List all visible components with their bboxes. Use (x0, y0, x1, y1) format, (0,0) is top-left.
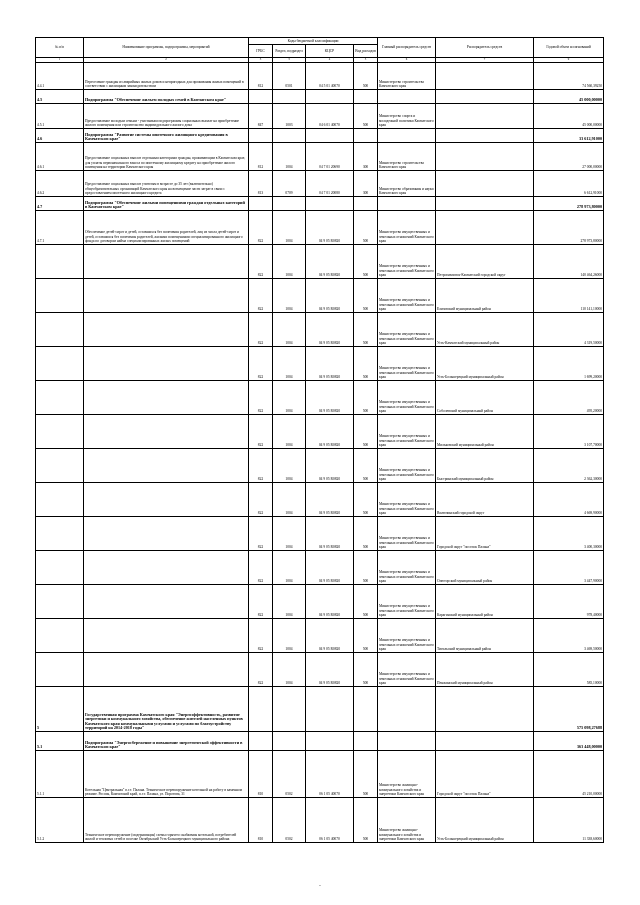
row-grbs (249, 89, 273, 103)
row-number: 5.1 (36, 731, 84, 750)
row-grbs: 822 (249, 618, 273, 652)
row-amount: 110 141,10000 (534, 278, 604, 312)
index-cell: 7 (436, 58, 534, 63)
row-name (84, 380, 249, 414)
row-kvr: 500 (354, 750, 378, 797)
table-row (36, 618, 604, 652)
row-grbs: 822 (249, 210, 273, 244)
table-row (36, 142, 604, 170)
index-cell: 3 (249, 58, 273, 63)
row-section (273, 731, 306, 750)
row-recipient: Соболевский муниципальный район (436, 380, 534, 414)
row-kcsr: 06 1 05 40070 (306, 797, 354, 842)
row-kvr: 500 (354, 482, 378, 516)
row-recipient (436, 103, 534, 128)
row-grbs (249, 686, 273, 731)
budget-table (35, 37, 604, 843)
row-admin: Министерство строительства Камчатского края (378, 62, 436, 89)
table-row (36, 482, 604, 516)
row-number: 4.6.2 (36, 170, 84, 196)
row-amount: 3 469,50000 (534, 618, 604, 652)
row-section (273, 196, 306, 210)
row-name (84, 482, 249, 516)
row-grbs: 822 (249, 414, 273, 448)
row-recipient (436, 731, 534, 750)
row-kvr: 500 (354, 62, 378, 89)
row-kcsr: 04 9 05 R0820 (306, 584, 354, 618)
row-kvr: 500 (354, 103, 378, 128)
row-admin (378, 731, 436, 750)
row-admin (378, 128, 436, 142)
table-row (36, 516, 604, 550)
row-amount: 278 973,80000 (534, 210, 604, 244)
row-kvr: 500 (354, 448, 378, 482)
table-row (36, 750, 604, 797)
row-amount: 27 000,00000 (534, 142, 604, 170)
row-recipient: Городской округ "поселок Палана" (436, 750, 534, 797)
row-kvr: 500 (354, 797, 378, 842)
row-kcsr (306, 731, 354, 750)
row-admin: Министерство имущественных и земельных отношений Камчатского края (378, 482, 436, 516)
row-kcsr: 04 9 05 R0820 (306, 414, 354, 448)
row-section: 0502 (273, 750, 306, 797)
row-section: 1004 (273, 516, 306, 550)
row-kcsr: 04 9 05 R0820 (306, 210, 354, 244)
row-section: 0502 (273, 797, 306, 842)
row-recipient: Усть-Большерецкий муниципальный район (436, 346, 534, 380)
row-grbs: 822 (249, 482, 273, 516)
row-grbs: 822 (249, 584, 273, 618)
row-number (36, 584, 84, 618)
row-number: 4.7.1 (36, 210, 84, 244)
table-row (36, 448, 604, 482)
row-name (84, 550, 249, 584)
row-recipient: Тигильский муниципальный район (436, 618, 534, 652)
row-kcsr: 04 6 01 40070 (306, 103, 354, 128)
row-admin: Министерство имущественных и земельных отношений Камчатского края (378, 584, 436, 618)
row-amount: 978,40000 (534, 584, 604, 618)
header-section: Раздел, подраздел (273, 45, 306, 58)
row-recipient: Олюторский муниципальный район (436, 550, 534, 584)
row-number (36, 652, 84, 686)
row-name: Подпрограмма "Обеспечение жильем молодых семей в Камчатском крае" (84, 89, 249, 103)
row-amount: 363 448,00000 (534, 731, 604, 750)
row-admin (378, 196, 436, 210)
row-admin: Министерство имущественных и земельных отношений Камчатского края (378, 414, 436, 448)
row-amount: 575 098,27688 (534, 686, 604, 731)
row-kvr: 500 (354, 618, 378, 652)
row-number: 4.5 (36, 89, 84, 103)
row-recipient (436, 170, 534, 196)
table-row (36, 312, 604, 346)
row-amount: 1 699,20000 (534, 346, 604, 380)
row-amount: 45 210,00000 (534, 750, 604, 797)
table-row (36, 346, 604, 380)
row-kvr (354, 128, 378, 142)
row-name (84, 278, 249, 312)
row-number (36, 618, 84, 652)
index-cell: 3 (273, 58, 306, 63)
row-number: 5 (36, 686, 84, 731)
header-grbs: ГРБС (249, 45, 273, 58)
header-name: Наименование программы, подпрограммы, мероприятий (84, 38, 249, 58)
row-section: 1004 (273, 312, 306, 346)
row-grbs: 822 (249, 550, 273, 584)
page-footer-mark: - (319, 884, 321, 889)
row-name (84, 346, 249, 380)
row-recipient: Елизовский муниципальный район (436, 278, 534, 312)
row-number: 4.6.1 (36, 142, 84, 170)
row-recipient (436, 686, 534, 731)
row-kvr: 500 (354, 210, 378, 244)
header-kvr: Вид расходов (354, 45, 378, 58)
row-admin: Министерство строительства Камчатского края (378, 142, 436, 170)
row-name: Переселение граждан из аварийных жилых домов и непригодных для проживания жилых помещений в соответствии с жилищным законодательством (84, 62, 249, 89)
row-grbs (249, 128, 273, 142)
row-kvr: 500 (354, 244, 378, 278)
row-admin: Министерство имущественных и земельных отношений Камчатского края (378, 312, 436, 346)
row-kvr: 500 (354, 584, 378, 618)
row-section: 1004 (273, 244, 306, 278)
row-name (84, 244, 249, 278)
row-grbs (249, 196, 273, 210)
row-section: 1004 (273, 618, 306, 652)
row-admin (378, 686, 436, 731)
row-section: 1004 (273, 414, 306, 448)
row-kcsr (306, 686, 354, 731)
subprogram-row (36, 196, 604, 210)
table-row (36, 797, 604, 842)
row-section: 1004 (273, 448, 306, 482)
table-row (36, 244, 604, 278)
row-recipient (436, 89, 534, 103)
row-section: 1004 (273, 210, 306, 244)
row-kvr (354, 196, 378, 210)
row-section: 1004 (273, 584, 306, 618)
row-number (36, 380, 84, 414)
row-number: 5.1.1 (36, 750, 84, 797)
index-cell: 9 (534, 58, 604, 63)
row-section: 1004 (273, 380, 306, 414)
row-kvr (354, 89, 378, 103)
row-name (84, 652, 249, 686)
row-amount: 495,20000 (534, 380, 604, 414)
row-amount: 33 612,91000 (534, 128, 604, 142)
row-kcsr (306, 128, 354, 142)
row-kcsr: 04 9 05 R0820 (306, 618, 354, 652)
row-recipient (436, 210, 534, 244)
row-kcsr: 04 7 01 20080 (306, 170, 354, 196)
row-admin: Министерство спорта и молодежной политики Камчатского края (378, 103, 436, 128)
row-name: Котельная "Центральная" п.г.т. Палана. Техническое перевооружение котельной на работу в каменном режиме. Россия, Камчатский край, п.г.т. Палана, ул. Поротова, 31 (84, 750, 249, 797)
row-admin: Министерство имущественных и земельных отношений Камчатского края (378, 516, 436, 550)
table-row (36, 380, 604, 414)
row-kcsr: 04 9 05 R0820 (306, 448, 354, 482)
row-section: 0709 (273, 170, 306, 196)
row-kvr: 500 (354, 380, 378, 414)
header-recipient: Распорядитель средств (436, 38, 534, 58)
row-name (84, 618, 249, 652)
subprogram-row (36, 686, 604, 731)
row-recipient: Усть-Большерецкий муниципальный район (436, 797, 534, 842)
row-amount: 3 107,70000 (534, 414, 604, 448)
header-admin: Главный распорядитель средств (378, 38, 436, 58)
row-name (84, 516, 249, 550)
row-name (84, 312, 249, 346)
row-number: 4.5.1 (36, 103, 84, 128)
row-number (36, 244, 84, 278)
row-kcsr: 04 9 05 R0820 (306, 346, 354, 380)
row-kcsr: 04 9 05 R0820 (306, 652, 354, 686)
row-recipient: Мильковский муниципальный район (436, 414, 534, 448)
table-row (36, 210, 604, 244)
row-name: Государственная программа Камчатского края "Энергоэффективность, развитие энергетики и коммунального хозяйства, обеспечение жителей населенных пунктов Камчатского края коммунальными услугами и услугами по благоустройству территорий на 2014-2018 годы" (84, 686, 249, 731)
row-number: 4.4.1 (36, 62, 84, 89)
row-kcsr: 04 9 05 R0820 (306, 482, 354, 516)
table-row (36, 62, 604, 89)
row-recipient: Быстринский муниципальный район (436, 448, 534, 482)
table-row (36, 652, 604, 686)
row-kcsr: 04 9 05 R0820 (306, 380, 354, 414)
row-name: Предоставление социальных выплат учителям в возрасте до 35 лет (включительно) общеобразовательных организаций Камчатского края на возмещение части затрат в связи с предоставлением ипотечного жилищного кредита (84, 170, 249, 196)
row-kcsr: 04 5 01 40070 (306, 62, 354, 89)
header-kcsr: КЦСР (306, 45, 354, 58)
row-recipient: Карагинский муниципальный район (436, 584, 534, 618)
row-name (84, 414, 249, 448)
row-recipient: Усть-Камчатский муниципальный район (436, 312, 534, 346)
row-name: Обеспечение детей-сирот и детей, оставшихся без попечения родителей, лиц из числа детей-сирот и детей, оставшихся без попечения родителей, жилыми помещениями специализированного жилищного фонда по договорам найма специализированных жилых помещений (84, 210, 249, 244)
row-amount: 6 612,91000 (534, 170, 604, 196)
row-name: Техническое перевооружение (модернизация) схемы горячего снабжения котельной, потребителей жилой и тепловых сетей в поселке Октябрьский Усть-Большерецкого муниципального района (84, 797, 249, 842)
row-section: 1003 (273, 103, 306, 128)
row-admin: Министерство жилищно-коммунального хозяйства и энергетики Камчатского края (378, 750, 436, 797)
row-name: Предоставление молодым семьям - участникам подпрограммы социальных выплат на приобретение жилого помещения или строительство индивидуального жилого дома (84, 103, 249, 128)
row-section (273, 89, 306, 103)
row-recipient (436, 128, 534, 142)
row-grbs: 822 (249, 346, 273, 380)
row-kcsr (306, 89, 354, 103)
row-section: 1004 (273, 278, 306, 312)
row-grbs: 847 (249, 103, 273, 128)
row-number: 4.7 (36, 196, 84, 210)
row-kvr: 500 (354, 550, 378, 584)
index-cell: 1 (36, 58, 84, 63)
row-kvr: 500 (354, 414, 378, 448)
row-number (36, 312, 84, 346)
row-kcsr: 06 1 05 40070 (306, 750, 354, 797)
row-grbs: 812 (249, 142, 273, 170)
row-kcsr: 04 9 05 R0820 (306, 312, 354, 346)
row-admin: Министерство имущественных и земельных отношений Камчатского края (378, 346, 436, 380)
row-kvr: 500 (354, 652, 378, 686)
row-section: 1004 (273, 346, 306, 380)
row-name: Подпрограмма "Энергосбережение и повышение энергетической эффективности в Камчатском крае" (84, 731, 249, 750)
row-number (36, 414, 84, 448)
row-amount: 3 447,90000 (534, 550, 604, 584)
row-admin: Министерство имущественных и земельных отношений Камчатского края (378, 448, 436, 482)
row-recipient: Петропавловск-Камчатский городской округ (436, 244, 534, 278)
table-row (36, 550, 604, 584)
header-amount: Годовой объем ассигнований (534, 38, 604, 58)
row-admin: Министерство имущественных и земельных отношений Камчатского края (378, 550, 436, 584)
row-section: 1004 (273, 142, 306, 170)
row-amount: 2 362,30000 (534, 448, 604, 482)
row-kvr: 500 (354, 346, 378, 380)
subprogram-row (36, 128, 604, 142)
row-section: 1004 (273, 652, 306, 686)
table-row (36, 414, 604, 448)
row-grbs: 810 (249, 797, 273, 842)
row-number: 4.6 (36, 128, 84, 142)
row-kvr: 300 (354, 142, 378, 170)
row-grbs: 822 (249, 244, 273, 278)
row-grbs: 822 (249, 312, 273, 346)
row-amount: 74 560,39250 (534, 62, 604, 89)
row-amount: 4 669,90000 (534, 482, 604, 516)
table-row (36, 278, 604, 312)
row-admin: Министерство образования и науки Камчатского края (378, 170, 436, 196)
row-admin: Министерство имущественных и земельных отношений Камчатского края (378, 652, 436, 686)
index-cell: 5 (354, 58, 378, 63)
header-codes-group: Коды бюджетной классификации (249, 38, 378, 45)
row-number: 5.1.2 (36, 797, 84, 842)
row-number (36, 550, 84, 584)
row-recipient: Городской округ "поселок Палана" (436, 516, 534, 550)
row-number (36, 346, 84, 380)
row-kcsr: 04 9 05 R0820 (306, 278, 354, 312)
row-kcsr: 04 9 05 R0820 (306, 516, 354, 550)
row-admin: Министерство имущественных и земельных отношений Камчатского края (378, 618, 436, 652)
row-section: 0501 (273, 62, 306, 89)
row-admin: Министерство имущественных и земельных отношений Камчатского края (378, 278, 436, 312)
index-cell: 6 (378, 58, 436, 63)
table-header (36, 38, 604, 63)
row-recipient (436, 62, 534, 89)
row-grbs: 822 (249, 516, 273, 550)
row-number (36, 448, 84, 482)
subprogram-row (36, 731, 604, 750)
row-amount: 45 000,00000 (534, 103, 604, 128)
row-recipient (436, 142, 534, 170)
row-number (36, 278, 84, 312)
row-grbs: 822 (249, 278, 273, 312)
row-section: 1004 (273, 482, 306, 516)
row-kvr (354, 686, 378, 731)
row-kcsr: 04 9 05 R0820 (306, 244, 354, 278)
row-kvr (354, 731, 378, 750)
row-amount: 585,10000 (534, 652, 604, 686)
row-name (84, 584, 249, 618)
row-grbs: 822 (249, 652, 273, 686)
row-grbs: 812 (249, 62, 273, 89)
row-amount: 278 973,80000 (534, 196, 604, 210)
row-amount: 3 400,30000 (534, 516, 604, 550)
row-kvr: 300 (354, 170, 378, 196)
row-grbs: 813 (249, 170, 273, 196)
row-name: Подпрограмма "Обеспечение жилыми помещениями граждан отдельных категорий в Камчатском крае" (84, 196, 249, 210)
row-kcsr: 04 9 05 R0820 (306, 550, 354, 584)
index-cell: 2 (84, 58, 249, 63)
row-name: Предоставление социальных выплат отдельным категориям граждан, проживающим в Камчатском крае, для уплаты первоначального взноса по ипотечному жилищному кредиту на приобретение жилого помещения на территории Камчатского края (84, 142, 249, 170)
row-kvr: 500 (354, 312, 378, 346)
row-section: 1004 (273, 550, 306, 584)
row-recipient (436, 196, 534, 210)
row-admin: Министерство имущественных и земельных отношений Камчатского края (378, 210, 436, 244)
table-row (36, 170, 604, 196)
row-number (36, 482, 84, 516)
table-row (36, 103, 604, 128)
row-grbs: 810 (249, 750, 273, 797)
row-section (273, 128, 306, 142)
row-admin: Министерство жилищно-коммунального хозяйства и энергетики Камчатского края (378, 797, 436, 842)
header-num: № п/п (36, 38, 84, 58)
row-kvr: 500 (354, 278, 378, 312)
row-name: Подпрограмма "Развитие системы ипотечного жилищного кредитования в Камчатском крае" (84, 128, 249, 142)
table-body (36, 62, 604, 842)
row-admin: Министерство имущественных и земельных отношений Камчатского края (378, 380, 436, 414)
row-recipient: Вилючинский городской округ (436, 482, 534, 516)
row-admin (378, 89, 436, 103)
row-number (36, 516, 84, 550)
row-grbs: 822 (249, 380, 273, 414)
index-cell: 4 (306, 58, 354, 63)
row-grbs (249, 731, 273, 750)
row-kcsr (306, 196, 354, 210)
subprogram-row (36, 89, 604, 103)
row-amount: 11 338,60000 (534, 797, 604, 842)
row-admin: Министерство имущественных и земельных отношений Камчатского края (378, 244, 436, 278)
row-amount: 45 000,00000 (534, 89, 604, 103)
row-section (273, 686, 306, 731)
row-amount: 140 464,26000 (534, 244, 604, 278)
row-grbs: 822 (249, 448, 273, 482)
row-name (84, 448, 249, 482)
row-kcsr: 04 7 01 20690 (306, 142, 354, 170)
row-recipient: Пенжинский муниципальный район (436, 652, 534, 686)
row-kvr: 500 (354, 516, 378, 550)
row-amount: 4 319,50000 (534, 312, 604, 346)
table-row (36, 584, 604, 618)
